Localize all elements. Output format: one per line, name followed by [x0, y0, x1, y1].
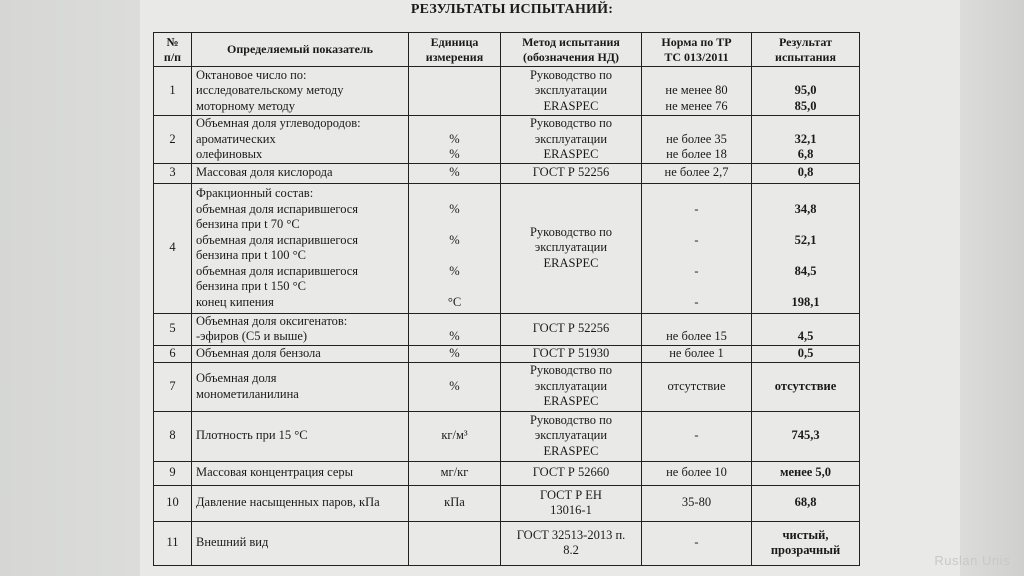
- norm-cell-line: -: [694, 201, 699, 216]
- unit-cell-line: %: [449, 263, 460, 278]
- method-cell-line: Руководство по: [529, 412, 613, 427]
- unit-cell-line: [412, 535, 497, 551]
- method-cell: [501, 67, 642, 116]
- result-cell-line: 32,1: [794, 131, 817, 146]
- indicator-cell-line: Фракционный состав:: [196, 186, 314, 200]
- norm-cell-line: [645, 68, 748, 84]
- result-cell: [752, 116, 860, 164]
- row-number: 8: [154, 411, 192, 461]
- result-cell-line: [755, 68, 856, 84]
- row-number: 10: [154, 485, 192, 521]
- indicator-cell-line: ароматических: [196, 131, 276, 146]
- indicator-cell-line: Объемная доля бензола: [196, 345, 321, 360]
- table-row: [154, 461, 860, 485]
- row-number: 7: [154, 362, 192, 411]
- norm-cell-line: [645, 248, 748, 264]
- method-cell-line: ГОСТ Р 52256: [532, 321, 610, 336]
- unit-cell-line: [412, 116, 497, 132]
- norm-cell-line: [645, 217, 748, 233]
- norm-cell-line: не более 2,7: [664, 165, 729, 180]
- header-num: № п/п: [154, 33, 192, 67]
- norm-cell: [642, 362, 752, 411]
- row-number: 9: [154, 461, 192, 485]
- header-unit: Единица измерения: [409, 33, 501, 67]
- row-number: 3: [154, 163, 192, 183]
- unit-cell: [409, 163, 501, 183]
- norm-cell-line: [645, 279, 748, 295]
- header-method: Метод испытания (обозначения НД): [501, 33, 642, 67]
- method-cell-line: эксплуатации: [534, 131, 608, 146]
- unit-cell: [409, 183, 501, 313]
- result-cell-line: менее 5,0: [779, 465, 832, 480]
- indicator-cell-line: конец кипения: [196, 294, 274, 309]
- indicator-cell-line: Объемная доля оксигенатов:: [196, 313, 348, 328]
- method-cell-line: Руководство по: [529, 224, 613, 239]
- result-cell: [752, 183, 860, 313]
- table-row: [154, 183, 860, 313]
- unit-cell-line: %: [449, 378, 460, 393]
- unit-cell-line: [412, 83, 497, 99]
- table-row: [154, 116, 860, 164]
- indicator-cell-line: -эфиров (С5 и выше): [196, 329, 308, 343]
- result-cell-line: 0,8: [797, 165, 814, 180]
- indicator-cell-line: Массовая доля кислорода: [196, 165, 333, 180]
- unit-cell: [409, 116, 501, 164]
- indicator-cell: [192, 362, 409, 411]
- table-row: [154, 163, 860, 183]
- norm-cell: [642, 521, 752, 565]
- indicator-cell: [192, 183, 409, 313]
- method-cell-line: ERASPEC: [543, 147, 599, 161]
- row-number: 2: [154, 116, 192, 164]
- unit-cell-line: кг/м³: [441, 428, 468, 443]
- result-cell-line: 95,0: [794, 83, 817, 98]
- method-cell: [501, 163, 642, 183]
- table-row: [154, 313, 860, 345]
- indicator-cell: [192, 461, 409, 485]
- unit-cell-line: мг/кг: [440, 465, 469, 480]
- result-cell-line: [755, 186, 856, 202]
- unit-cell-line: [412, 279, 497, 295]
- header-result: Результат испытания: [752, 33, 860, 67]
- method-cell-line: ГОСТ Р ЕН: [540, 487, 602, 502]
- result-cell-line: 84,5: [794, 263, 817, 278]
- unit-cell-line: [412, 314, 497, 330]
- row-number: 5: [154, 313, 192, 345]
- result-cell: [752, 67, 860, 116]
- indicator-cell-line: Внешний вид: [196, 535, 269, 550]
- table-header-row: [154, 33, 860, 67]
- indicator-cell: [192, 116, 409, 164]
- table-row: [154, 485, 860, 521]
- unit-cell-line: [412, 68, 497, 84]
- indicator-cell-line: объемная доля испарившегося: [196, 201, 359, 216]
- result-cell-line: прозрачный: [770, 543, 841, 557]
- header-norm: Норма по ТР ТС 013/2011: [642, 33, 752, 67]
- table-row: [154, 67, 860, 116]
- unit-cell-line: [412, 186, 497, 202]
- indicator-cell-line: монометиланилина: [196, 386, 299, 401]
- method-cell-line: Руководство по: [529, 116, 613, 130]
- indicator-cell: [192, 485, 409, 521]
- method-cell-line: ERASPEC: [543, 255, 599, 270]
- result-cell: [752, 485, 860, 521]
- method-cell: [501, 362, 642, 411]
- method-cell: [501, 461, 642, 485]
- norm-cell-line: отсутствие: [667, 378, 726, 393]
- method-cell-line: 8.2: [563, 543, 579, 557]
- result-cell-line: 4,5: [797, 329, 814, 343]
- unit-cell-line: %: [449, 232, 460, 247]
- indicator-cell: [192, 345, 409, 362]
- norm-cell-line: -: [694, 232, 699, 247]
- method-cell-line: эксплуатации: [534, 428, 608, 443]
- unit-cell-line: кПа: [444, 495, 465, 510]
- result-cell-line: 0,5: [797, 345, 814, 360]
- result-cell-line: 745,3: [791, 428, 820, 443]
- unit-cell: [409, 345, 501, 362]
- method-cell: [501, 485, 642, 521]
- row-number: 4: [154, 183, 192, 313]
- result-cell-line: 52,1: [794, 232, 817, 247]
- unit-cell-line: %: [449, 345, 460, 360]
- indicator-cell-line: бензина при t 70 °С: [196, 217, 300, 231]
- indicator-cell-line: олефиновых: [196, 147, 263, 161]
- indicator-cell: [192, 521, 409, 565]
- result-cell: [752, 313, 860, 345]
- unit-cell: [409, 67, 501, 116]
- indicator-cell-line: бензина при t 100 °С: [196, 248, 306, 262]
- row-number: 6: [154, 345, 192, 362]
- watermark: Ruslan Unis: [934, 553, 1010, 568]
- indicator-cell-line: исследовательскому методу: [196, 83, 344, 98]
- method-cell-line: ERASPEC: [543, 98, 599, 113]
- method-cell-line: Руководство по: [529, 363, 613, 378]
- norm-cell-line: не менее 80: [665, 83, 728, 98]
- norm-cell: [642, 67, 752, 116]
- unit-cell-line: [412, 99, 497, 115]
- test-results-table: [153, 32, 860, 566]
- table-row: [154, 411, 860, 461]
- row-number: 1: [154, 67, 192, 116]
- unit-cell: [409, 461, 501, 485]
- unit-cell-line: °С: [447, 294, 462, 309]
- unit-cell: [409, 521, 501, 565]
- norm-cell: [642, 313, 752, 345]
- indicator-cell-line: Октановое число по:: [196, 67, 307, 82]
- method-cell-line: ERASPEC: [543, 394, 599, 409]
- result-cell: [752, 163, 860, 183]
- result-cell: [752, 362, 860, 411]
- method-cell: [501, 116, 642, 164]
- method-cell-line: ГОСТ 32513-2013 п.: [516, 527, 626, 542]
- indicator-cell-line: Массовая концентрация серы: [196, 465, 354, 480]
- norm-cell: [642, 485, 752, 521]
- norm-cell-line: [645, 186, 748, 202]
- norm-cell-line: не более 1: [669, 345, 724, 360]
- result-cell-line: отсутствие: [774, 378, 837, 393]
- result-cell-line: [755, 248, 856, 264]
- norm-cell: [642, 183, 752, 313]
- method-cell: [501, 313, 642, 345]
- indicator-cell: [192, 163, 409, 183]
- method-cell: [501, 183, 642, 313]
- method-cell: [501, 521, 642, 565]
- result-cell-line: 34,8: [794, 201, 817, 216]
- result-cell-line: чистый,: [782, 527, 829, 542]
- result-cell-line: 85,0: [794, 98, 817, 113]
- unit-cell: [409, 362, 501, 411]
- method-cell-line: ГОСТ Р 52256: [532, 165, 610, 180]
- norm-cell-line: не менее 76: [665, 98, 728, 113]
- result-cell-line: [755, 314, 856, 330]
- indicator-cell-line: бензина при t 150 °С: [196, 279, 306, 293]
- table-row: [154, 521, 860, 565]
- method-cell-line: Руководство по: [529, 67, 613, 82]
- result-cell-line: [755, 279, 856, 295]
- method-cell: [501, 411, 642, 461]
- method-cell-line: эксплуатации: [534, 83, 608, 98]
- indicator-cell-line: объемная доля испарившегося: [196, 232, 359, 247]
- method-cell-line: эксплуатации: [534, 378, 608, 393]
- header-indicator: Определяемый показатель: [192, 33, 409, 67]
- norm-cell-line: не более 35: [666, 131, 727, 146]
- unit-cell-line: %: [449, 201, 460, 216]
- result-cell: [752, 411, 860, 461]
- method-cell: [501, 345, 642, 362]
- norm-cell: [642, 345, 752, 362]
- method-cell-line: ERASPEC: [543, 443, 599, 458]
- unit-cell: [409, 313, 501, 345]
- result-cell-line: 68,8: [794, 495, 817, 510]
- indicator-cell-line: моторному методу: [196, 98, 296, 113]
- norm-cell-line: не более 18: [666, 147, 727, 161]
- norm-cell-line: не более 10: [666, 465, 727, 480]
- unit-cell-line: %: [449, 147, 460, 161]
- indicator-cell: [192, 313, 409, 345]
- result-cell-line: 6,8: [797, 147, 814, 161]
- result-cell-line: 198,1: [791, 294, 820, 309]
- norm-cell-line: -: [694, 294, 699, 309]
- indicator-cell-line: Давление насыщенных паров, кПа: [196, 495, 380, 510]
- row-number: 11: [154, 521, 192, 565]
- indicator-cell: [192, 411, 409, 461]
- table-row: [154, 362, 860, 411]
- result-cell: [752, 461, 860, 485]
- document-title: РЕЗУЛЬТАТЫ ИСПЫТАНИЙ:: [410, 2, 614, 17]
- result-cell: [752, 521, 860, 565]
- unit-cell-line: %: [449, 131, 460, 146]
- norm-cell: [642, 116, 752, 164]
- indicator-cell-line: объемная доля испарившегося: [196, 263, 359, 278]
- norm-cell: [642, 461, 752, 485]
- unit-cell-line: [412, 217, 497, 233]
- norm-cell-line: [645, 314, 748, 330]
- unit-cell-line: %: [449, 165, 460, 180]
- norm-cell-line: не более 15: [666, 329, 727, 343]
- norm-cell: [642, 163, 752, 183]
- result-cell-line: [755, 116, 856, 132]
- unit-cell-line: %: [449, 329, 460, 343]
- method-cell-line: эксплуатации: [534, 240, 608, 255]
- result-cell: [752, 345, 860, 362]
- method-cell-line: ГОСТ Р 51930: [532, 345, 610, 360]
- indicator-cell: [192, 67, 409, 116]
- unit-cell: [409, 485, 501, 521]
- unit-cell: [409, 411, 501, 461]
- method-cell-line: ГОСТ Р 52660: [532, 465, 610, 480]
- indicator-cell-line: Объемная доля углеводородов:: [196, 116, 361, 130]
- method-cell-line: 13016-1: [550, 503, 592, 517]
- indicator-cell-line: Плотность при 15 °С: [196, 428, 308, 443]
- norm-cell-line: -: [694, 535, 699, 550]
- norm-cell-line: -: [694, 428, 699, 443]
- indicator-cell-line: Объемная доля: [196, 371, 277, 385]
- unit-cell-line: [412, 248, 497, 264]
- norm-cell: [642, 411, 752, 461]
- table-row: [154, 345, 860, 362]
- norm-cell-line: -: [694, 263, 699, 278]
- norm-cell-line: 35-80: [681, 495, 712, 510]
- norm-cell-line: [645, 116, 748, 132]
- result-cell-line: [755, 217, 856, 233]
